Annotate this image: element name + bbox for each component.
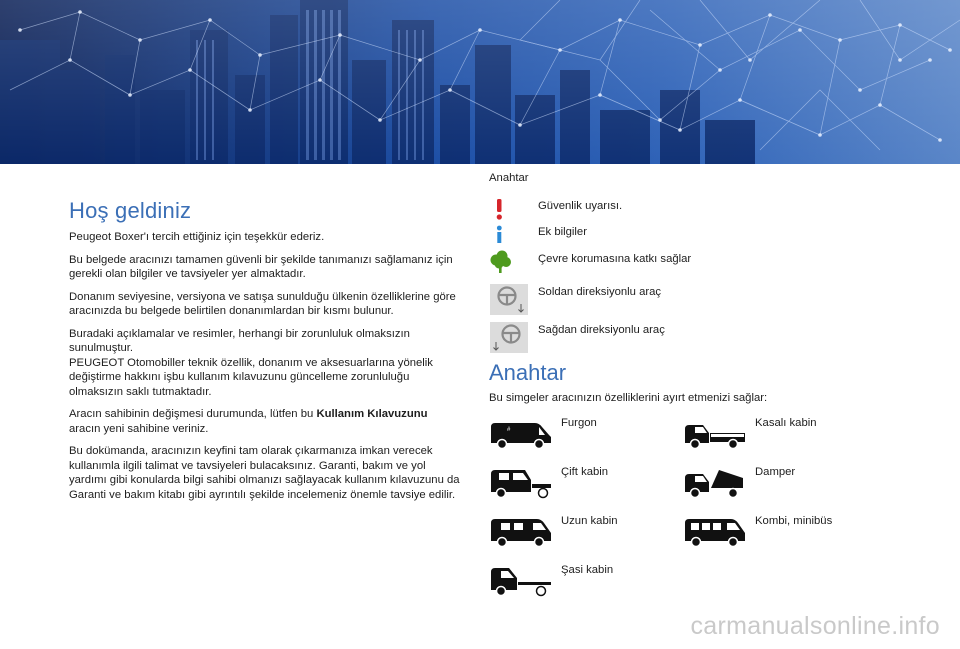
key-item-lhd — [489, 282, 769, 318]
key-item-eco — [489, 249, 769, 285]
vehicle-item-cift-kabin — [489, 466, 669, 510]
vehicle-item-sasi-kabin — [489, 564, 669, 608]
welcome-paragraph-5 — [69, 407, 461, 436]
key-label-info: Ek bilgiler — [538, 226, 587, 238]
welcome-paragraph-4 — [69, 327, 461, 400]
watermark-text: carmanualsonline.info — [690, 612, 940, 640]
tree-icon — [489, 249, 529, 285]
p5-pre: Aracın sahibinin değişmesi durumunda, lütfen bu — [69, 408, 317, 420]
header-banner-image — [0, 0, 960, 164]
minibus-icon — [683, 515, 747, 549]
welcome-section — [69, 198, 461, 510]
anahtar-description: Bu simgeler aracınızın özelliklerini ayırt etmenizi sağlar: — [489, 392, 768, 404]
vehicle-label-furgon: Furgon — [561, 417, 597, 429]
vehicle-label-damper: Damper — [755, 466, 796, 478]
vehicle-label-kasali: Kasalı kabin — [755, 417, 817, 429]
vehicle-item-uzun-kabin — [489, 515, 669, 559]
key-label-lhd: Soldan direksiyonlu araç — [538, 286, 662, 298]
vehicle-item-kasali — [683, 417, 863, 461]
svg-text:#: # — [507, 427, 511, 433]
welcome-paragraph-2: Bu belgede aracınızı tamamen güvenli bir şekilde tanımanızı sağlamanız için gerekli olan bilgiler ve tavsiyeler yer almaktadır. — [69, 253, 453, 280]
welcome-paragraph-6: Bu dokümanda, aracınızın keyfini tam olarak çıkarmanıza imkan verecek kullanımla ilgili talimat ve tavsiyeleri bulacaksınız. Garanti, bakım ve yol yardımı gibi konularda bilgi sahibi olmanızı sağlayacak kullanım kılavuzunu da Garanti ve bakım kitabı gibi ayrıntılı şekilde incelemeniz önemle tavsiye edilir. — [69, 445, 460, 501]
lhd-steering-icon — [489, 282, 529, 318]
welcome-title: Hoş geldiniz — [69, 198, 192, 223]
vehicle-label-sasi-kabin: Şasi kabin — [561, 564, 614, 576]
chassis-cab-icon — [489, 564, 553, 598]
anahtar-title: Anahtar — [489, 360, 567, 385]
p5-post: aracın yeni sahibine veriniz. — [69, 422, 209, 435]
key-label-rhd: Sağdan direksiyonlu araç — [538, 324, 665, 336]
key-item-rhd — [489, 320, 769, 356]
tipper-icon — [683, 466, 747, 500]
vehicle-item-damper — [683, 466, 863, 510]
double-cab-icon — [489, 466, 553, 500]
key-heading: Anahtar — [489, 172, 529, 184]
dropside-cab-icon — [683, 417, 747, 451]
key-label-warning: Güvenlik uyarısı. — [538, 200, 623, 212]
vehicle-item-furgon — [489, 417, 669, 461]
crew-van-icon — [489, 515, 553, 549]
welcome-paragraph-4b: PEUGEOT Otomobiller teknik özellik, donanım ve aksesuarlarına yönelik değiştirme hakkını işbu kullanım kılavuzunu güncelleme zorunluluğu olmaksızın saklı tutmaktadır. — [69, 356, 433, 398]
welcome-paragraph-4a: Buradaki açıklamalar ve resimler, herhangi bir zorunluluk olmaksızın sunulmuştur. — [69, 327, 410, 354]
vehicle-label-cift-kabin: Çift kabin — [561, 466, 609, 478]
welcome-paragraph-1: Peugeot Boxer'ı tercih ettiğiniz için teşekkür ederiz. — [69, 231, 325, 243]
welcome-paragraph-3: Donanım seviyesine, versiyona ve satışa sunulduğu ülkenin özelliklerine göre aracınızda bu belgede belirtilen donanımlardan bir kısmı bulunur. — [69, 290, 456, 317]
vehicle-label-uzun-kabin: Uzun kabin — [561, 515, 618, 527]
vehicle-label-kombi: Kombi, minibüs — [755, 515, 833, 527]
manual-name-bold: Kullanım Kılavuzunu — [316, 408, 428, 420]
vehicle-item-kombi — [683, 515, 863, 559]
key-label-eco: Çevre korumasına katkı sağlar — [538, 253, 692, 265]
rhd-steering-icon — [489, 320, 529, 356]
van-icon — [489, 417, 553, 451]
